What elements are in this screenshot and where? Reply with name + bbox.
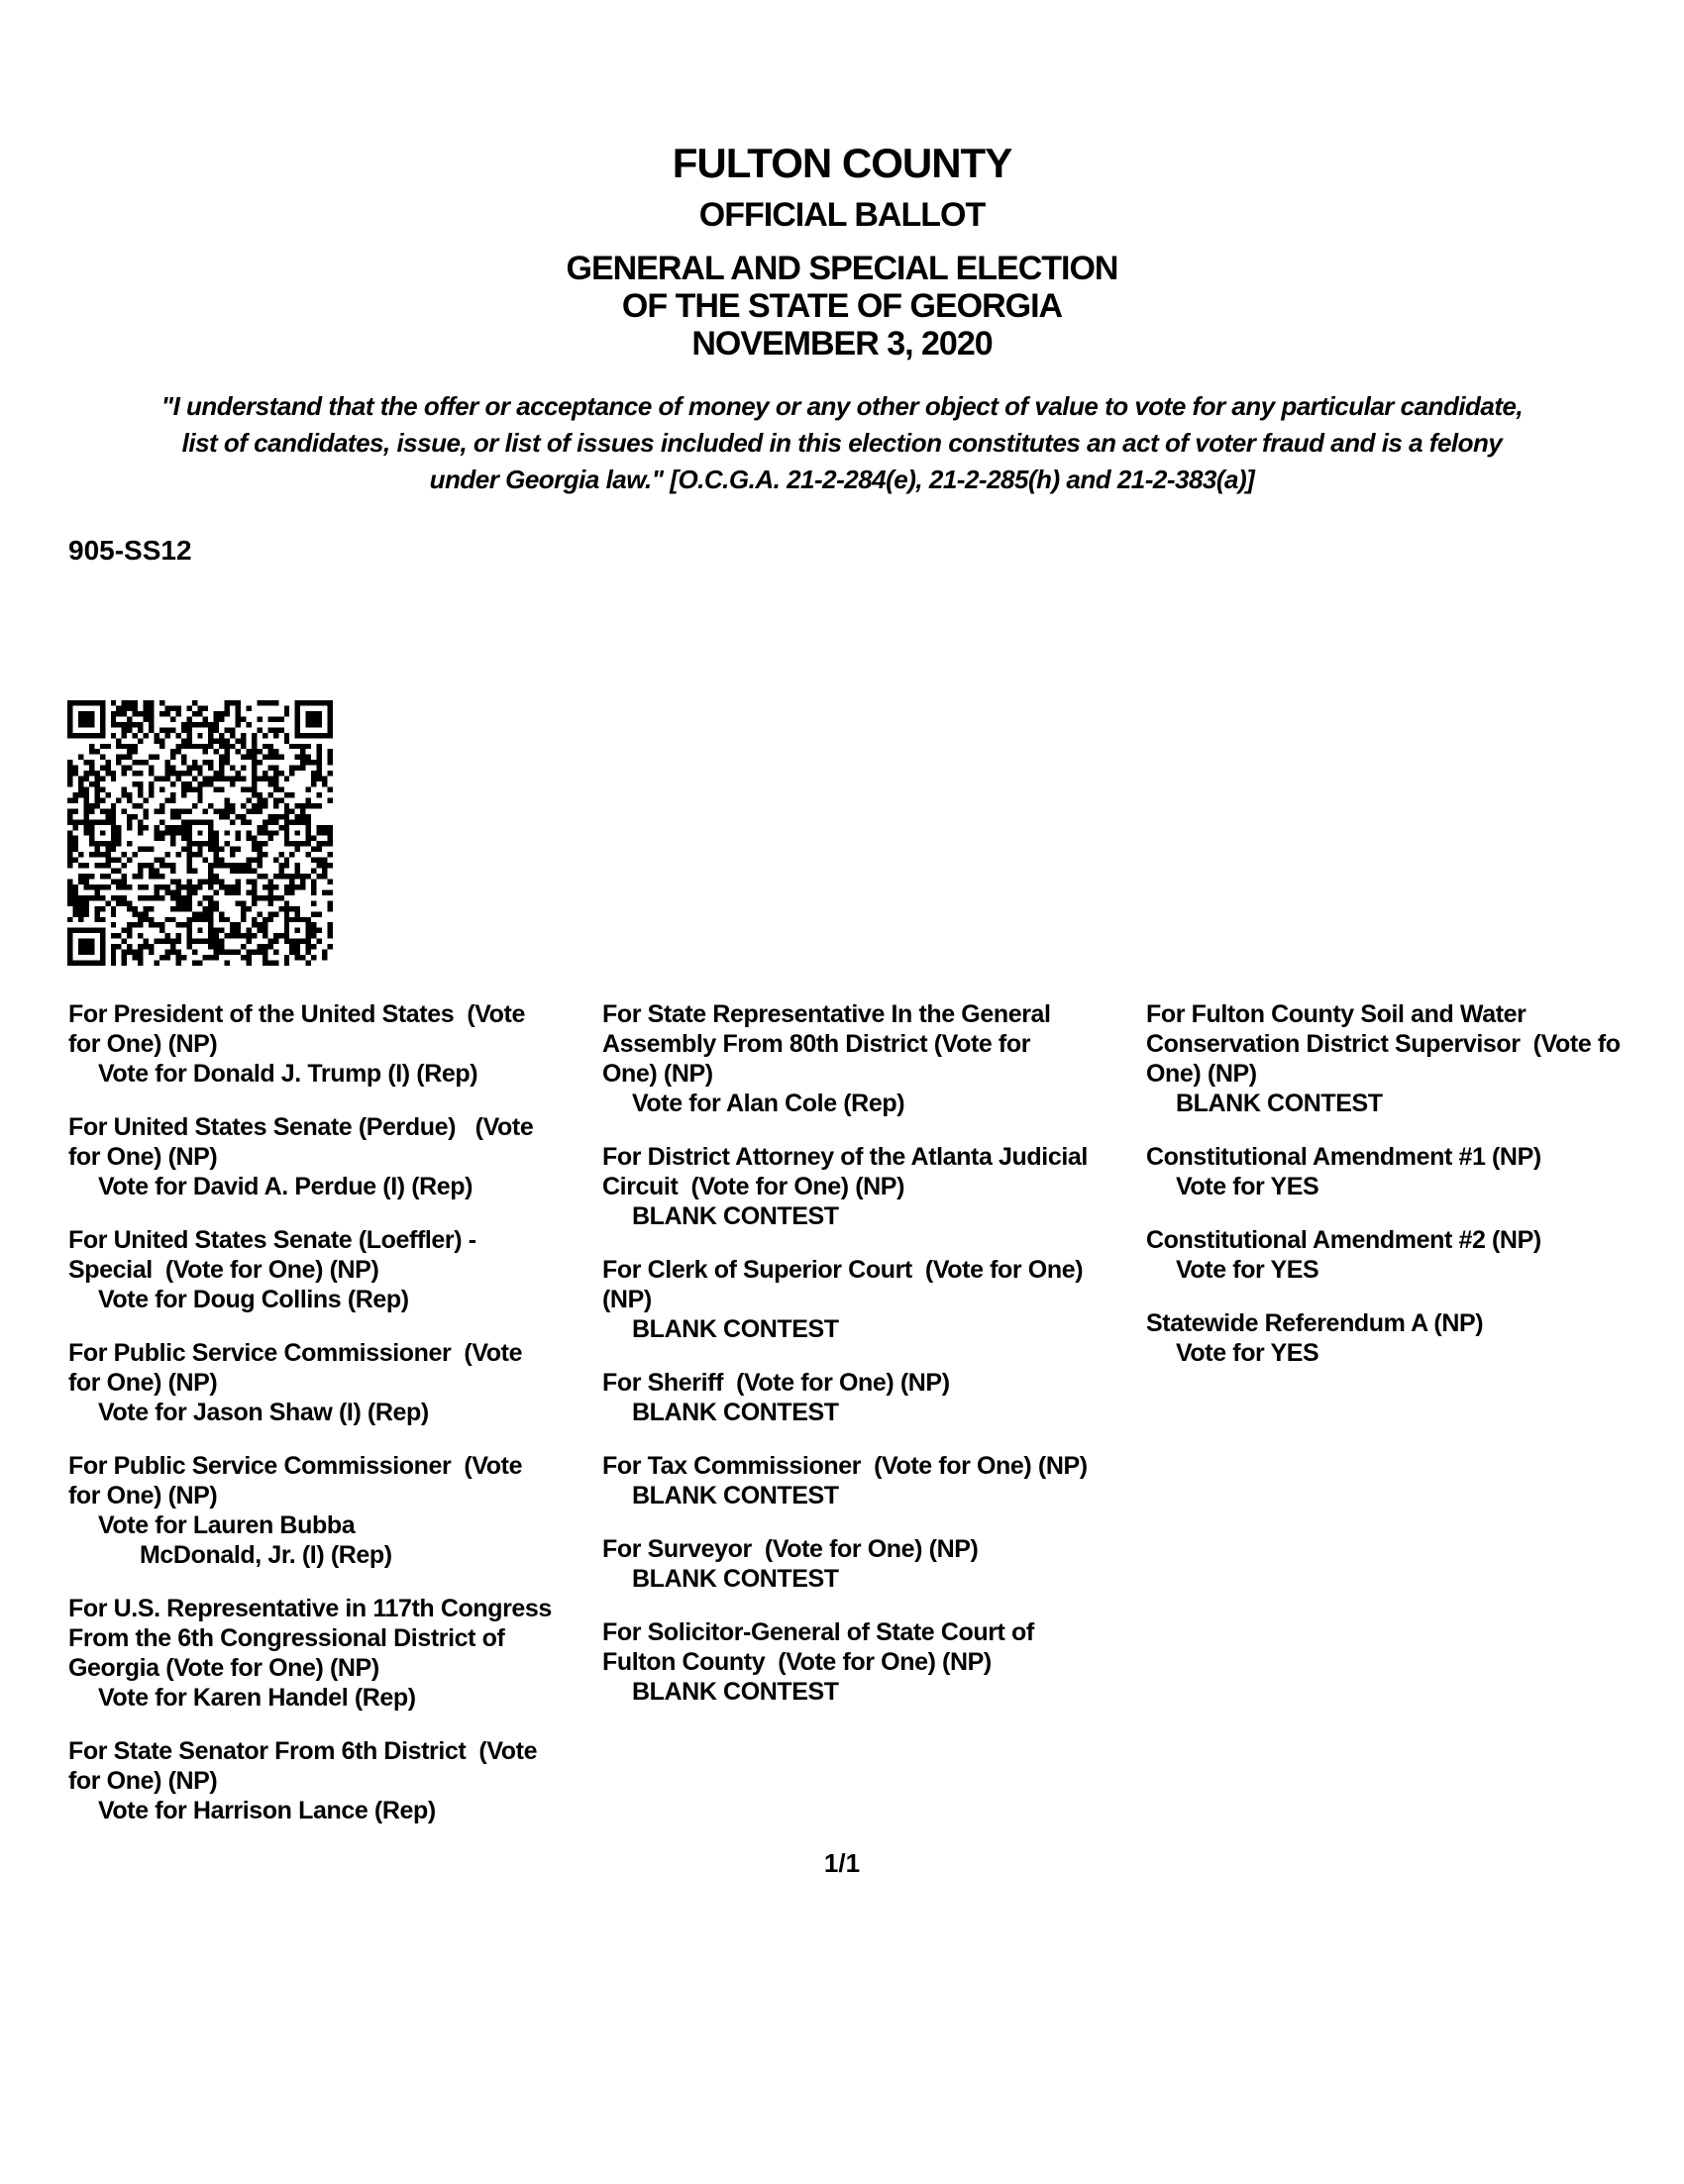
contest-title-line: For State Representative In the General (602, 1000, 1051, 1028)
vote-selection-line: Vote for Jason Shaw (I) (Rep) (98, 1399, 429, 1426)
blank-contest-line: BLANK CONTEST (632, 1202, 839, 1230)
contest-block (68, 1736, 598, 1825)
contest-block (1146, 1225, 1681, 1285)
contest-block (602, 1142, 1142, 1231)
contest-block (68, 1112, 598, 1201)
election-date-line: NOVEMBER 3, 2020 (691, 325, 993, 363)
vote-selection-line: McDonald, Jr. (I) (Rep) (140, 1541, 392, 1569)
contest-title-line: For President of the United States (Vote (68, 1000, 525, 1028)
ballot-type-title: OFFICIAL BALLOT (698, 196, 986, 234)
election-line: GENERAL AND SPECIAL ELECTION (566, 250, 1118, 287)
voter-fraud-disclaimer (0, 388, 1684, 498)
contest-title-line: One) (NP) (1146, 1060, 1257, 1088)
contest-block (68, 1338, 598, 1427)
contest-title-line: for One) (NP) (68, 1767, 218, 1795)
contest-block (68, 999, 598, 1089)
contest-title-line: Georgia (Vote for One) (NP) (68, 1654, 379, 1682)
blank-contest-line: BLANK CONTEST (632, 1482, 839, 1509)
contest-title-line: for One) (NP) (68, 1030, 218, 1058)
contest-block (1146, 1142, 1681, 1201)
contest-title-line: One) (NP) (602, 1060, 713, 1088)
blank-contest-line: BLANK CONTEST (632, 1565, 839, 1593)
contest-block (602, 1255, 1142, 1344)
vote-selection-line: Vote for YES (1176, 1256, 1319, 1284)
vote-selection-line: Vote for David A. Perdue (I) (Rep) (98, 1173, 474, 1200)
contest-title-line: For Clerk of Superior Court (Vote for One) (602, 1256, 1084, 1284)
contest-column-2 (602, 999, 1142, 1730)
contest-title-line: Assembly From 80th District (Vote for (602, 1030, 1031, 1058)
contest-title-line: Fulton County (Vote for One) (NP) (602, 1648, 992, 1676)
contest-title-line: Special (Vote for One) (NP) (68, 1256, 379, 1284)
contest-title-line: Statewide Referendum A (NP) (1146, 1309, 1484, 1337)
contest-title-line: For U.S. Representative in 117th Congress (68, 1595, 552, 1622)
contest-title-line: (NP) (602, 1286, 652, 1313)
vote-selection-line: Vote for Karen Handel (Rep) (98, 1684, 416, 1712)
ballot-style-code: 905-SS12 (68, 535, 192, 566)
contest-title-line: Constitutional Amendment #2 (NP) (1146, 1226, 1541, 1254)
contest-block (68, 1225, 598, 1314)
contest-title-line: For State Senator From 6th District (Vote (68, 1737, 538, 1765)
contest-title-line: for One) (NP) (68, 1482, 218, 1509)
disclaimer-line: under Georgia law." [O.C.G.A. 21-2-284(e), 21-2-285(h) and 21-2-383(a)] (429, 465, 1255, 494)
contest-title-line: For Fulton County Soil and Water (1146, 1000, 1526, 1028)
contest-title-line: From the 6th Congressional District of (68, 1624, 505, 1652)
contest-title-line: For Solicitor-General of State Court of (602, 1618, 1034, 1646)
contest-title-line: for One) (NP) (68, 1369, 218, 1397)
election-title (0, 250, 1684, 363)
contest-block (602, 1451, 1142, 1510)
contest-title-line: For United States Senate (Perdue) (Vote (68, 1113, 534, 1141)
contest-block (1146, 999, 1681, 1118)
contest-block (1146, 1308, 1681, 1368)
contest-title-line: For District Attorney of the Atlanta Judicial (602, 1143, 1088, 1171)
page-number: 1/1 (823, 1848, 861, 1878)
county-title: FULTON COUNTY (672, 140, 1012, 186)
contest-title-line: For Public Service Commissioner (Vote (68, 1452, 523, 1480)
vote-selection-line: Vote for Doug Collins (Rep) (98, 1286, 409, 1313)
contest-title-line: For Surveyor (Vote for One) (NP) (602, 1535, 979, 1563)
contest-title-line: For United States Senate (Loeffler) - (68, 1226, 476, 1254)
vote-selection-line: Vote for Lauren Bubba (98, 1511, 356, 1539)
blank-contest-line: BLANK CONTEST (632, 1315, 839, 1343)
contest-column-1 (68, 999, 598, 1849)
contest-block (602, 999, 1142, 1118)
contest-title-line: for One) (NP) (68, 1143, 218, 1171)
disclaimer-line: list of candidates, issue, or list of issues included in this election constitutes an act of voter fraud and is a felony (181, 428, 1503, 458)
vote-selection-line: Vote for Harrison Lance (Rep) (98, 1797, 436, 1824)
vote-selection-line: Vote for YES (1176, 1339, 1319, 1367)
contest-column-3 (1146, 999, 1681, 1392)
contest-title-line: For Public Service Commissioner (Vote (68, 1339, 523, 1367)
election-line: OF THE STATE OF GEORGIA (621, 287, 1063, 325)
vote-selection-line: Vote for YES (1176, 1173, 1319, 1200)
vote-selection-line: Vote for Donald J. Trump (I) (Rep) (98, 1060, 478, 1088)
blank-contest-line: BLANK CONTEST (1176, 1090, 1383, 1117)
contest-title-line: For Tax Commissioner (Vote for One) (NP) (602, 1452, 1088, 1480)
contest-title-line: Conservation District Supervisor (Vote fo (1146, 1030, 1621, 1058)
contest-block (602, 1617, 1142, 1707)
contest-block (68, 1451, 598, 1570)
contest-title-line: For Sheriff (Vote for One) (NP) (602, 1369, 950, 1397)
disclaimer-line: "I understand that the offer or acceptance of money or any other object of value to vote for any particular candidate, (160, 391, 1524, 421)
blank-contest-line: BLANK CONTEST (632, 1399, 839, 1426)
vote-selection-line: Vote for Alan Cole (Rep) (632, 1090, 905, 1117)
contest-block (68, 1594, 598, 1713)
contest-title-line: Circuit (Vote for One) (NP) (602, 1173, 904, 1200)
contest-block (602, 1534, 1142, 1594)
contest-title-line: Constitutional Amendment #1 (NP) (1146, 1143, 1541, 1171)
qr-code-icon (67, 700, 333, 966)
blank-contest-line: BLANK CONTEST (632, 1678, 839, 1706)
contest-block (602, 1368, 1142, 1427)
